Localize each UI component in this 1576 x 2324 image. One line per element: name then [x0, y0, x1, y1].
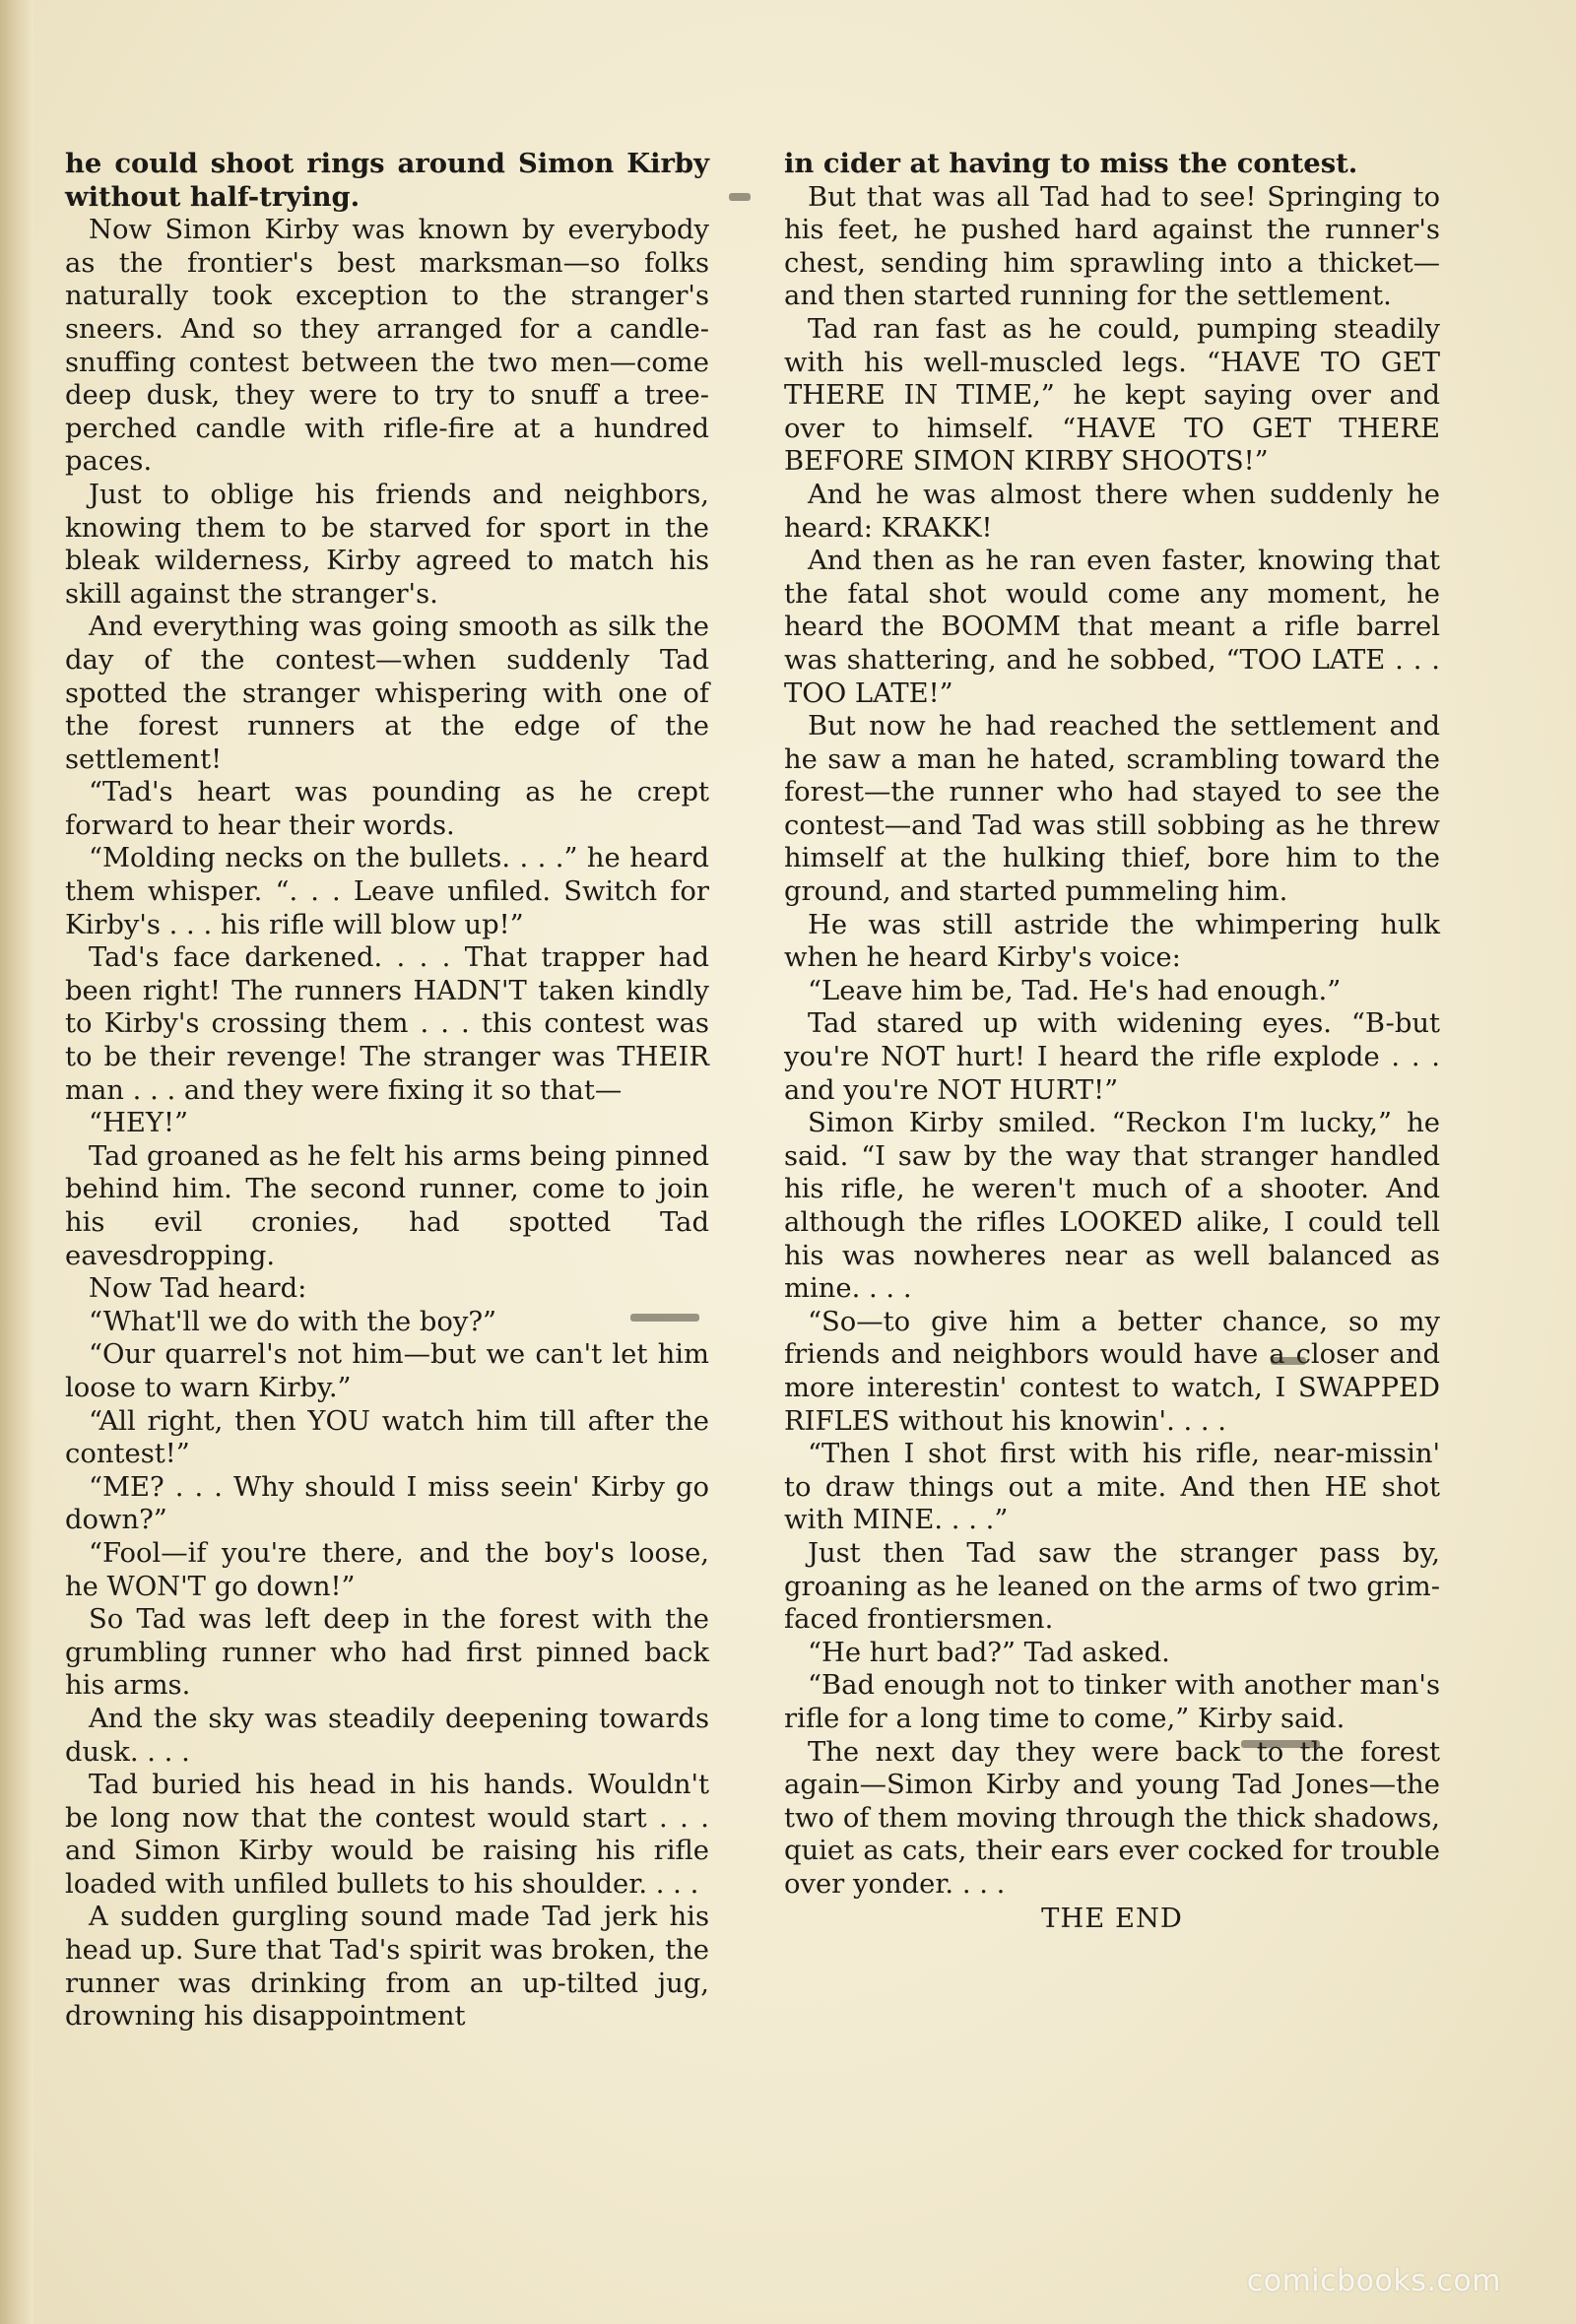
paragraph: “Our quarrel's not him—but we can't let him loose to warn Kirby.” — [65, 1339, 709, 1403]
paragraph: A sudden gurgling sound made Tad jerk his head up. Sure that Tad's spirit was broken, the runner was drinking from an up-tilted jug, drowning his disappointment — [65, 1902, 709, 2033]
paragraph: And the sky was steadily deepening towards dusk. . . . — [65, 1703, 709, 1768]
paragraph: Now Simon Kirby was known by everybody as the frontier's best marksman—so folks naturally took exception to the stranger's sneers. And so they arranged for a candle-snuffing contest between the two men—come deep dusk, they were to try to snuff a tree-perched candle with rifle-fire at a hundred paces. — [65, 215, 709, 478]
paragraph: The next day they were back to the forest again—Simon Kirby and young Tad Jones—the two of them moving through the thick shadows, quiet as cats, their ears ever cocked for trouble over yonder. . . . — [784, 1736, 1440, 1900]
paragraph: Just to oblige his friends and neighbors, knowing them to be starved for sport in the bleak wilderness, Kirby agreed to match his skill against the stranger's. — [65, 479, 709, 610]
ink-speck — [1241, 1740, 1320, 1748]
ink-speck — [630, 1314, 699, 1322]
paragraph: Now Tad heard: — [89, 1273, 307, 1305]
paragraph: Just then Tad saw the stranger pass by, groaning as he leaned on the arms of two grim-faced frontiersmen. — [784, 1537, 1440, 1636]
paragraph: Tad's face darkened. . . . That trapper had been right! The runners HADN'T taken kindly to Kirby's crossing them . . . this contest was to be their revenge! The stranger was THEIR man . . . and they were fixing it so that— — [65, 942, 709, 1106]
paragraph: “Tad's heart was pounding as he crept forward to hear their words. — [65, 777, 709, 841]
right-text-column — [784, 148, 1440, 1936]
paragraph: “HEY!” — [89, 1108, 188, 1139]
paragraph: “ME? . . . Why should I miss seein' Kirby go down?” — [65, 1471, 709, 1536]
paragraph: So Tad was left deep in the forest with the grumbling runner who had first pinned back his arms. — [65, 1604, 709, 1702]
paragraph: “Fool—if you're there, and the boy's loose, he WON'T go down!” — [65, 1537, 709, 1602]
paragraph: “Bad enough not to tinker with another man's rifle for a long time to come,” Kirby said. — [784, 1670, 1440, 1734]
paragraph: Tad ran fast as he could, pumping steadily with his well-muscled legs. “HAVE TO GET THERE IN TIME,” he kept saying over and over to himself. “HAVE TO GET THERE BEFORE SIMON KIRBY SHOOTS!” — [784, 313, 1440, 478]
paragraph: “So—to give him a better chance, so my friends and neighbors would have a closer and more interestin' contest to watch, I SWAPPED RIFLES without his knowin'. . . . — [784, 1306, 1440, 1437]
paragraph: Simon Kirby smiled. “Reckon I'm lucky,” he said. “I saw by the way that stranger handled his rifle, he weren't much of a shooter. And although the rifles LOOKED alike, I could tell his was nowheres near as well balanced as mine. . . . — [784, 1108, 1440, 1305]
paragraph: And then as he ran even faster, knowing that the fatal shot would come any moment, he heard the BOOMM that meant a rifle barrel was shattering, and he sobbed, “TOO LATE . . . TOO LATE!” — [784, 546, 1440, 709]
watermark: comicbooks.com — [1246, 2264, 1501, 2298]
paragraph: in cider at having to miss the contest. — [784, 148, 1358, 179]
ink-speck — [729, 193, 751, 201]
paragraph: “What'll we do with the boy?” — [89, 1306, 497, 1337]
end-label: THE END — [1041, 1904, 1183, 1935]
paragraph: “Then I shot first with his rifle, near-missin' to draw things out a mite. And then HE shot with MINE. . . .” — [784, 1439, 1440, 1536]
paragraph: “Leave him be, Tad. He's had enough.” — [808, 975, 1342, 1006]
paragraph: But that was all Tad had to see! Springing to his feet, he pushed hard against the runner's chest, sending him sprawling into a thicket—and then started running for the settlement. — [784, 181, 1440, 312]
paragraph: Tad groaned as he felt his arms being pinned behind him. The second runner, come to join his evil cronies, had spotted Tad eavesdropping. — [65, 1140, 709, 1271]
paragraph: He was still astride the whimpering hulk when he heard Kirby's voice: — [784, 909, 1440, 974]
paragraph: But now he had reached the settlement and he saw a man he hated, scrambling toward the forest—the runner who had stayed to see the contest—and Tad was still sobbing as he threw himself at the hulking thief, bore him to the ground, and started pummeling him. — [784, 711, 1440, 908]
paragraph: And he was almost there when suddenly he heard: KRAKK! — [784, 479, 1440, 544]
paragraph: Tad stared up with widening eyes. “B-but you're NOT hurt! I heard the rifle explode . . . and you're NOT HURT!” — [784, 1008, 1440, 1106]
paragraph: “All right, then YOU watch him till after the contest!” — [65, 1405, 709, 1470]
paragraph: Tad buried his head in his hands. Wouldn't be long now that the contest would start . . . and Simon Kirby would be raising his rifle loaded with unfiled bullets to his shoulder. . . . — [65, 1770, 709, 1900]
ink-speck — [1271, 1357, 1306, 1365]
paragraph: “He hurt bad?” Tad asked. — [808, 1637, 1170, 1668]
page-edge — [0, 0, 33, 2324]
paragraph: And everything was going smooth as silk the day of the contest—when suddenly Tad spotted the stranger whispering with one of the forest runners at the edge of the settlement! — [65, 612, 709, 775]
paragraph: he could shoot rings around Simon Kirby without half-trying. — [65, 148, 709, 213]
paragraph: “Molding necks on the bullets. . . .” he heard them whisper. “. . . Leave unfiled. Switch for Kirby's . . . his rifle will blow up!” — [65, 843, 709, 940]
left-text-column — [65, 148, 709, 2034]
